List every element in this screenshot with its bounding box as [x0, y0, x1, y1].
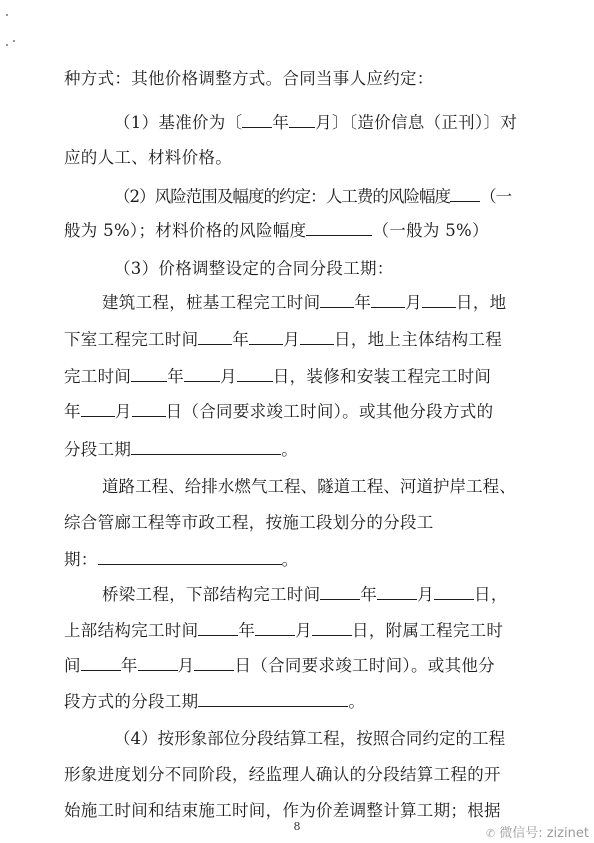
text-line: [64, 800, 534, 822]
fill-in-blank: [131, 439, 281, 455]
text-segment: （3）价格调整设定的合同分段工期：: [114, 259, 394, 278]
text-segment: 日，附属工程完工时: [352, 621, 504, 640]
text-segment: 桥梁工程，下部结构完工时间: [102, 585, 321, 604]
text-segment: 月: [283, 330, 301, 349]
fill-in-blank: [198, 620, 238, 636]
fill-in-blank: [249, 329, 283, 345]
watermark-text: 微信号: zizinet: [499, 826, 589, 841]
fill-in-blank: [194, 655, 234, 671]
text-segment: （1）基准价为〔: [114, 113, 243, 132]
fill-in-blank: [377, 584, 417, 600]
fill-in-blank: [422, 292, 456, 308]
text-segment: 日，地: [456, 293, 507, 312]
text-line: [64, 147, 534, 169]
text-segment: （4）按形象部位分段结算工程，按照合同约定的工程: [114, 729, 506, 748]
text-segment: 日（合同要求竣工时间）。或其他分: [234, 656, 495, 675]
fill-in-blank: [255, 620, 295, 636]
watermark: [486, 822, 589, 841]
fill-in-blank: [184, 366, 220, 382]
fill-in-blank: [81, 655, 121, 671]
text-segment: （2）风险范围及幅度的约定：人工费的风险幅度: [114, 187, 451, 206]
text-segment: 始施工时间和结束施工时间，作为价差调整计算工期；根据: [64, 801, 501, 820]
wechat-icon: ✆: [486, 827, 496, 840]
text-segment: 年: [120, 656, 138, 675]
text-line: [64, 691, 534, 713]
fill-in-blank: [306, 220, 372, 236]
fill-in-blank: [237, 366, 273, 382]
text-segment: （一: [480, 187, 512, 206]
page-number: 8: [293, 820, 301, 833]
text-line: [64, 401, 514, 423]
text-segment: 年: [238, 621, 256, 640]
text-segment: 月: [177, 656, 195, 675]
text-segment: 上部结构完工时间: [64, 621, 199, 640]
text-segment: 年: [272, 113, 290, 132]
scan-speck: [13, 40, 15, 42]
text-line: [64, 329, 514, 351]
text-line: [102, 292, 514, 314]
text-line: [64, 764, 534, 786]
text-segment: 年: [64, 402, 81, 421]
text-segment: 月〕〔造价信息（正刊）〕对: [315, 113, 518, 132]
text-line: [114, 728, 510, 750]
fill-in-blank: [434, 584, 474, 600]
text-segment: 年: [232, 330, 250, 349]
text-segment: 道路工程、给排水燃气工程、隧道工程、河道护岸工程、: [102, 477, 516, 496]
fill-in-blank: [320, 584, 360, 600]
fill-in-blank: [131, 366, 167, 382]
fill-in-blank: [98, 549, 282, 565]
text-segment: 日，: [474, 585, 508, 604]
text-line: [64, 549, 534, 571]
text-segment: 。: [348, 692, 366, 711]
text-segment: 应的人工、材料价格。: [64, 148, 232, 167]
scan-speck: [6, 44, 8, 46]
text-segment: （一般为 5%）: [372, 221, 489, 240]
text-segment: 建筑工程，桩基工程完工时间: [102, 293, 321, 312]
text-line: [64, 620, 534, 642]
text-segment: 种方式：其他价格调整方式。合同当事人应约定：: [64, 69, 434, 88]
fill-in-blank: [81, 401, 115, 417]
text-line: [64, 655, 534, 677]
fill-in-blank: [450, 186, 480, 202]
text-segment: 形象进度划分不同阶段，经监理人确认的分段结算工程的开: [64, 765, 501, 784]
text-line: [114, 112, 534, 134]
scan-speck: [6, 14, 8, 16]
text-segment: 下室工程完工时间: [64, 330, 199, 349]
text-segment: 期：: [64, 550, 98, 569]
text-line: [64, 220, 534, 242]
fill-in-blank: [289, 112, 315, 128]
text-segment: 月: [295, 621, 313, 640]
fill-in-blank: [198, 329, 232, 345]
text-segment: 月: [405, 293, 423, 312]
fill-in-blank: [198, 691, 348, 707]
fill-in-blank: [132, 401, 166, 417]
text-segment: 月: [220, 367, 237, 386]
fill-in-blank: [138, 655, 178, 671]
text-segment: 年: [354, 293, 372, 312]
text-segment: 日，地上主体结构工程: [334, 330, 503, 349]
text-line: [64, 512, 532, 534]
text-segment: 年: [360, 585, 378, 604]
text-segment: 段方式的分段工期: [64, 692, 199, 711]
text-line: [64, 366, 534, 388]
text-line: [64, 439, 534, 461]
fill-in-blank: [242, 112, 272, 128]
text-segment: 月: [114, 402, 132, 421]
text-segment: 年: [167, 367, 185, 386]
text-segment: 。: [281, 440, 299, 459]
text-line: [114, 258, 534, 280]
fill-in-blank: [320, 292, 354, 308]
text-line: [102, 584, 514, 606]
fill-in-blank: [300, 329, 334, 345]
text-segment: 综合管廊工程等市政工程，按施工段划分的分段工: [64, 513, 434, 532]
text-segment: 日（合同要求竣工时间）。或其他分段方式的: [165, 402, 494, 421]
fill-in-blank: [312, 620, 352, 636]
text-line: [102, 476, 516, 498]
text-segment: 完工时间: [64, 367, 132, 386]
text-segment: 月: [417, 585, 435, 604]
text-segment: 般为 5%）；材料价格的风险幅度: [64, 221, 307, 240]
fill-in-blank: [371, 292, 405, 308]
text-segment: 。: [281, 550, 299, 569]
text-segment: 日，装修和安装工程完工时间: [272, 367, 492, 386]
text-segment: 分段工期: [64, 440, 132, 459]
text-line: [64, 68, 534, 90]
text-line: [114, 186, 516, 208]
text-segment: 间: [64, 656, 81, 675]
